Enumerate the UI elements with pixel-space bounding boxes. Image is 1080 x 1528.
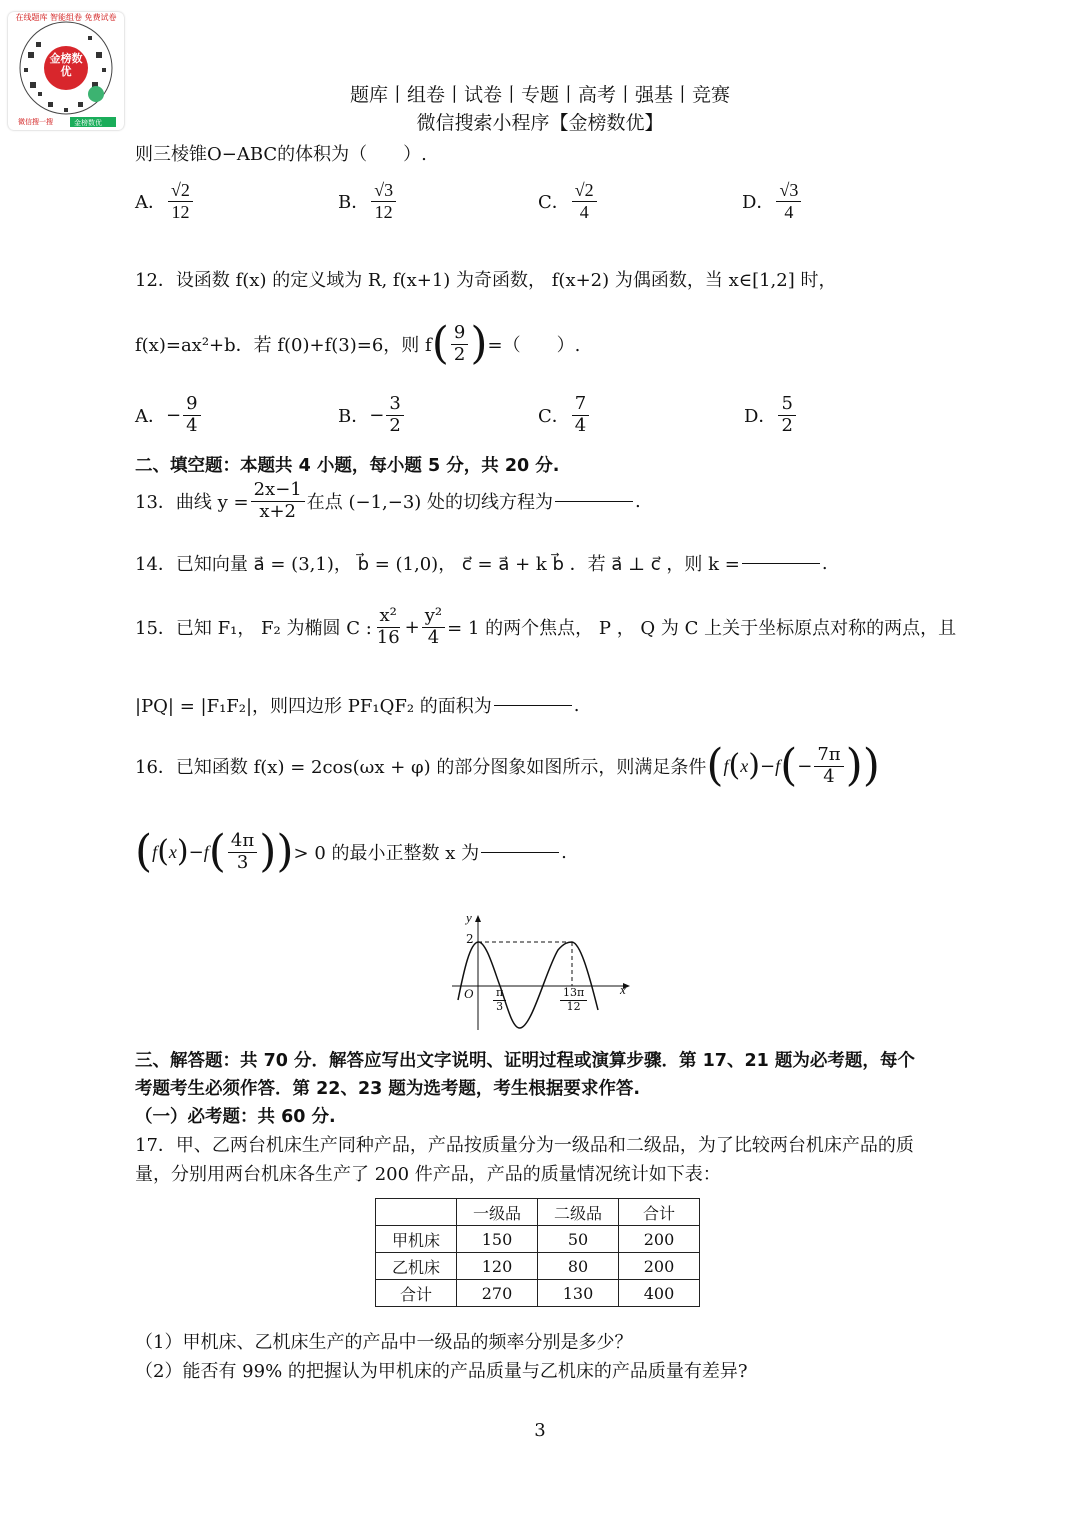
option-num: √2	[572, 180, 597, 202]
option-den: 2	[389, 414, 401, 436]
option-label: D．	[742, 192, 775, 214]
table-row	[376, 1226, 700, 1253]
q16-frac1-num: 7π	[814, 745, 843, 767]
q15-plus: +	[404, 616, 420, 638]
graph-y-label: y	[466, 910, 472, 925]
q16-line1: 16．已知函数 f(x) = 2cos(ωx + φ) 的部分图象如图所示，则满足条件 ( f ( x ) − f ( − $\frac{7\pi}{4}$ ))	[135, 740, 880, 791]
q14	[135, 550, 828, 576]
graph-tick-13pi-12	[560, 987, 587, 1013]
option-sign: −	[369, 404, 385, 426]
q16-frac2-den: 3	[236, 851, 249, 873]
table-cell: 200	[619, 1253, 700, 1280]
q17-sub2: （2）能否有 99% 的把握认为甲机床的产品质量与乙机床的产品质量有差异?	[135, 1361, 748, 1382]
table-cell: 120	[457, 1253, 538, 1280]
table-cell: 130	[538, 1280, 619, 1307]
q12-option-b[interactable]	[338, 394, 406, 436]
q15-end: .	[573, 694, 580, 716]
q15-frac2-num: y²	[422, 606, 445, 628]
q16-line2: ( f ( x ) − f ( $\frac{4\pi}{3}$ )) > 0 的最小正整数 x 为 .	[135, 826, 567, 877]
page-number: 3	[534, 1420, 546, 1441]
q11-option-d[interactable]	[742, 180, 803, 222]
table-row	[376, 1280, 700, 1307]
q15-frac2-den: 4	[427, 626, 440, 648]
table-cell: 合计	[376, 1280, 457, 1307]
section-3-line1: 三、解答题：共 70 分．解答应写出文字说明、证明过程或演算步骤．第 17、21 题为必考题，每个	[135, 1051, 915, 1071]
q15-line2	[135, 692, 580, 718]
q16-line1-text: 16．已知函数 f(x) = 2cos(ωx + φ) 的部分图象如图所示，则满足条件	[135, 757, 707, 778]
tick-num: 13π	[560, 987, 587, 1001]
q13-frac-den: x+2	[259, 500, 297, 522]
option-num: 3	[386, 394, 403, 416]
graph-x-label: x	[620, 982, 626, 997]
q14-end: .	[821, 552, 828, 574]
table-header-cell	[376, 1199, 457, 1226]
table-header-row	[376, 1199, 700, 1226]
q11-option-b[interactable]	[338, 180, 398, 222]
q17-sub1: （1）甲机床、乙机床生产的产品中一级品的频率分别是多少？	[135, 1332, 633, 1353]
answer-blank[interactable]	[494, 705, 572, 706]
option-label: A．	[135, 406, 166, 428]
q12-line1: 12．设函数 f(x) 的定义域为 R, f(x+1) 为奇函数， f(x+2) 为偶函数，当 x∈[1,2] 时，	[135, 270, 837, 291]
graph-tick-pi-3	[493, 987, 506, 1013]
q17-line2: 量，分别用两台机床各生产了 200 件产品，产品的质量情况统计如下表：	[135, 1164, 721, 1185]
option-num: 9	[183, 394, 200, 416]
q15-frac1-num: x²	[377, 606, 400, 628]
table-cell: 乙机床	[376, 1253, 457, 1280]
q15-frac1-den: 16	[376, 626, 400, 648]
q11-stem: 则三棱锥O−ABC的体积为（ ）.	[135, 144, 427, 165]
q16-line2-post: > 0 的最小正整数 x 为	[293, 843, 480, 864]
table-cell: 80	[538, 1253, 619, 1280]
q16-frac2-num: 4π	[228, 831, 257, 853]
logo-center-text: 金榜数优	[49, 52, 83, 78]
table-cell: 400	[619, 1280, 700, 1307]
option-num: √3	[371, 180, 396, 202]
graph-y-tick: 2	[466, 932, 474, 946]
quality-stat-table	[375, 1198, 700, 1307]
option-label: C．	[538, 192, 570, 214]
option-label: C．	[538, 406, 570, 428]
option-label: B．	[338, 406, 370, 428]
q15-pre: 15．已知 F₁， F₂ 为椭圆 C :	[135, 618, 372, 640]
q12-line2-b: =（ ）.	[487, 335, 581, 356]
table-header-cell: 二级品	[538, 1199, 619, 1226]
header-nav: 题库丨组卷丨试卷丨专题丨高考丨强基丨竞赛	[349, 84, 730, 106]
q12-frac-den: 2	[453, 343, 466, 365]
q12-option-a[interactable]	[135, 394, 203, 436]
tick-den: 12	[566, 999, 581, 1013]
q11-option-a[interactable]	[135, 180, 195, 222]
q15-line2-text: |PQ| = |F₁F₂|，则四边形 PF₁QF₂ 的面积为	[135, 696, 492, 717]
option-sign: −	[166, 404, 182, 426]
option-label: A．	[135, 192, 166, 214]
q17-line1: 17．甲、乙两台机床生产同种产品，产品按质量分为一级品和二级品，为了比较两台机床产品的质	[135, 1135, 914, 1156]
q16-end: .	[561, 841, 567, 863]
q13-frac-num: 2x−1	[251, 480, 305, 502]
table-cell: 甲机床	[376, 1226, 457, 1253]
option-den: 4	[574, 414, 587, 436]
header-sub: 微信搜索小程序【金榜数优】	[416, 112, 664, 134]
option-den: 4	[579, 201, 589, 222]
option-den: 4	[186, 414, 198, 436]
q12-frac-num: 9	[451, 323, 468, 345]
graph-origin: O	[464, 986, 474, 1001]
section-3-line2: 考题考生必须作答．第 22、23 题为选考题，考生根据要求作答.	[135, 1079, 641, 1099]
table-header-cell: 合计	[619, 1199, 700, 1226]
answer-blank[interactable]	[742, 563, 820, 564]
q13-post: 在点 (−1,−3) 处的切线方程为	[306, 492, 554, 514]
logo-footer-left: 微信搜一搜	[18, 118, 53, 126]
table-cell: 270	[457, 1280, 538, 1307]
table-cell: 150	[457, 1226, 538, 1253]
table-row	[376, 1253, 700, 1280]
option-label: B．	[338, 192, 370, 214]
table-header-cell: 一级品	[457, 1199, 538, 1226]
q12-option-d[interactable]	[744, 394, 798, 436]
q12-line2: f(x)=ax²+b．若 f(0)+f(3)=6，则 f ( $\frac{9}{2}$ ) =（ ）.	[135, 318, 581, 369]
table-cell: 200	[619, 1226, 700, 1253]
option-num: √3	[776, 180, 801, 202]
q13	[135, 480, 641, 522]
option-den: 4	[784, 201, 794, 222]
option-num: 7	[572, 394, 589, 416]
q16-frac1-den: 4	[823, 765, 835, 787]
cosine-curve-figure	[448, 910, 638, 1035]
q11-option-c[interactable]	[538, 180, 599, 222]
q15-post: = 1 的两个焦点， P ， Q 为 C 上关于坐标原点对称的两点，且	[447, 618, 957, 640]
section-2-title: 二、填空题：本题共 4 小题，每小题 5 分，共 20 分.	[135, 456, 560, 476]
answer-blank[interactable]	[481, 852, 559, 853]
q13-end: .	[635, 490, 641, 512]
logo-footer-right: 金榜数优	[74, 119, 102, 127]
option-den: 12	[171, 201, 190, 222]
q13-pre: 13．曲线 y =	[135, 492, 249, 514]
logo-ring-text: 在线题库 智能组卷 免费试卷	[15, 13, 117, 22]
answer-blank[interactable]	[555, 501, 633, 502]
option-num: 5	[778, 394, 795, 416]
cosine-graph	[448, 910, 638, 1035]
option-num: √2	[168, 180, 193, 202]
section-3-line3: （一）必考题：共 60 分.	[135, 1107, 336, 1127]
tick-num: π	[493, 987, 506, 1001]
tick-den: 3	[496, 999, 504, 1013]
option-label: D．	[744, 406, 777, 428]
q14-text: 14．已知向量 a⃗ = (3,1)， b⃗ = (1,0)， c⃗ = a⃗ + k b⃗ ．若 a⃗ ⊥ c⃗ ，则 k =	[135, 554, 740, 575]
q12-line2-a: f(x)=ax²+b．若 f(0)+f(3)=6，则 f	[135, 335, 432, 356]
option-den: 2	[781, 414, 793, 436]
q12-option-c[interactable]	[538, 394, 591, 436]
option-den: 12	[374, 201, 393, 222]
q15-line1	[135, 606, 956, 648]
table-cell: 50	[538, 1226, 619, 1253]
